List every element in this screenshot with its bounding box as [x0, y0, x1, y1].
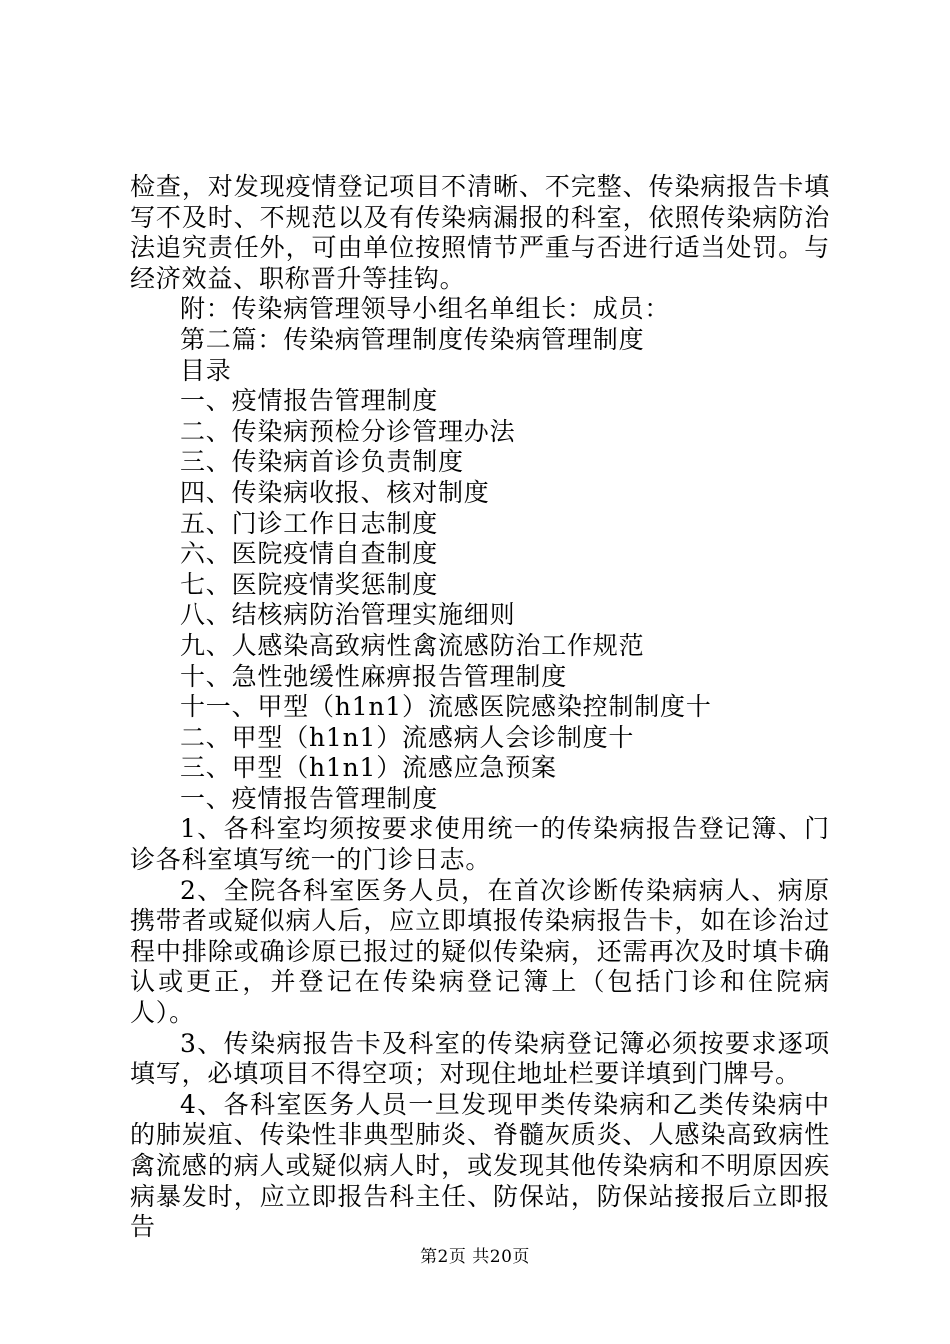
- toc-item: 六、医院疫情自查制度: [180, 539, 439, 569]
- toc-item: 十一、甲型（h1n1）流感医院感染控制制度十: [180, 692, 712, 722]
- page-number-footer: 第2页 共20页: [420, 1247, 530, 1267]
- paragraph-chapter-title: 第二篇：传染病管理制度传染病管理制度: [180, 324, 645, 354]
- toc-item: 十、急性弛缓性麻痹报告管理制度: [180, 661, 568, 691]
- toc-item: 九、人感染高致病性禽流感防治工作规范: [180, 630, 645, 660]
- body-paragraph: 2、全院各科室医务人员，在首次诊断传染病病人、病原携带者或疑似病人后，应立即填报传染病报告卡，如在诊治过程中排除或确诊原已报过的疑似传染病，还需再次及时填卡确认或更正，并登记在传染病登记簿上（包括门诊和住院病人）。: [130, 875, 830, 1028]
- toc-item: 四、传染病收报、核对制度: [180, 477, 490, 507]
- toc-item: 二、甲型（h1n1）流感病人会诊制度十: [180, 722, 635, 752]
- toc-item: 三、甲型（h1n1）流感应急预案: [180, 753, 557, 783]
- document-body: [130, 172, 830, 1243]
- toc-heading: 目录: [180, 355, 232, 385]
- toc-item: 七、医院疫情奖惩制度: [180, 569, 439, 599]
- toc-item: 五、门诊工作日志制度: [180, 508, 439, 538]
- section-heading: 一、疫情报告管理制度: [180, 783, 439, 813]
- paragraph-attachment: 附：传染病管理领导小组名单组长：成员：: [180, 294, 671, 324]
- toc-item: 三、传染病首诊负责制度: [180, 447, 464, 477]
- paragraph-penalty: 检查，对发现疫情登记项目不清晰、不完整、传染病报告卡填写不及时、不规范以及有传染病漏报的科室，依照传染病防治法追究责任外，可由单位按照情节严重与否进行适当处罚。与经济效益、职称晋升等挂钩。: [130, 172, 830, 293]
- toc-item: 二、传染病预检分诊管理办法: [180, 416, 516, 446]
- toc-item: 八、结核病防治管理实施细则: [180, 600, 516, 630]
- body-paragraph: 3、传染病报告卡及科室的传染病登记簿必须按要求逐项填写，必填项目不得空项；对现住地址栏要详填到门牌号。: [130, 1028, 830, 1089]
- body-paragraph: 4、各科室医务人员一旦发现甲类传染病和乙类传染病中的肺炭疽、传染性非典型肺炎、脊髓灰质炎、人感染高致病性禽流感的病人或疑似病人时，或发现其他传染病和不明原因疾病暴发时，应立即报告科主任、防保站，防保站接报后立即报告: [130, 1089, 830, 1242]
- body-paragraph: 1、各科室均须按要求使用统一的传染病报告登记簿、门诊各科室填写统一的门诊日志。: [130, 814, 830, 875]
- toc-item: 一、疫情报告管理制度: [180, 386, 439, 416]
